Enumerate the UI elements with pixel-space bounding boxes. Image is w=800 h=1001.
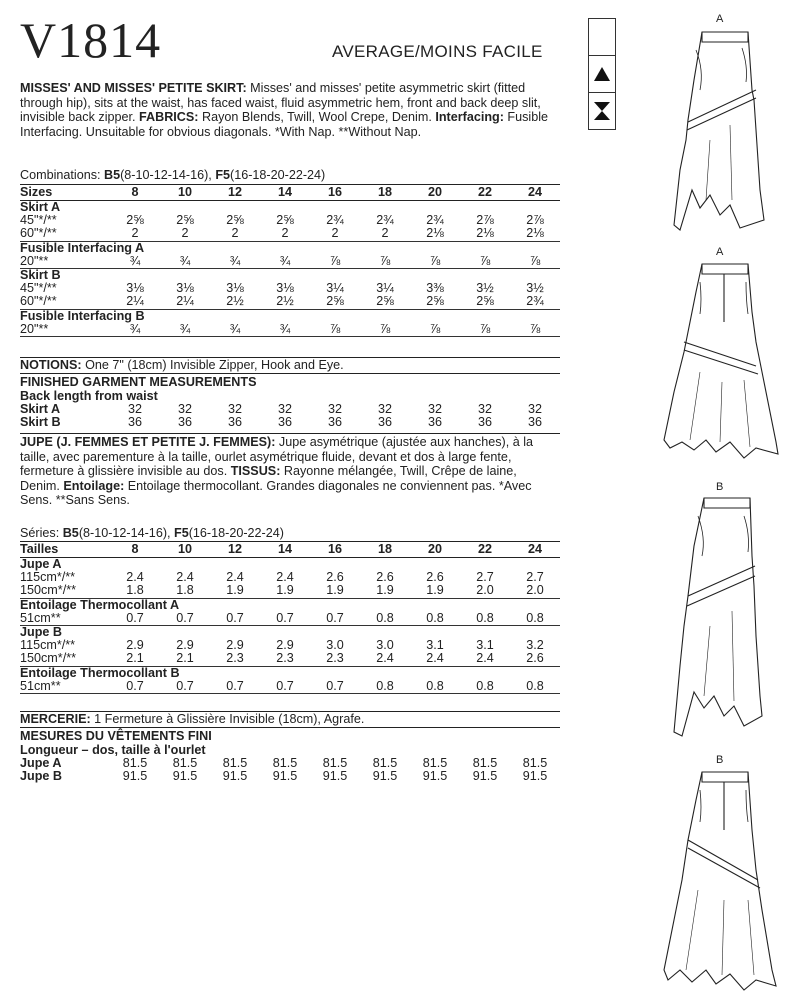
french-description (20, 435, 560, 508)
table-cell: 36 (377, 415, 392, 430)
table-cell: 2.7 (526, 570, 544, 585)
table-cell: 32 (427, 402, 442, 416)
row-label: 150cm*/** (20, 652, 110, 666)
table-cell: 81.5 (272, 756, 298, 770)
table-cell: ⅞ (460, 255, 510, 269)
row-label: 115cm*/** (20, 570, 76, 585)
table-cell: 0.7 (310, 612, 360, 626)
table-cell: 91.5 (272, 769, 298, 784)
table-cell: 0.7 (310, 680, 360, 694)
divider (20, 433, 560, 434)
section-row (20, 626, 560, 640)
table-cell: 2 (210, 227, 260, 241)
table-cell: 2 (360, 227, 410, 241)
table-cell: 2.9 (176, 638, 194, 653)
row-label: 150cm*/** (20, 584, 110, 598)
row-label: 60"*/** (20, 295, 110, 309)
divider (20, 373, 560, 374)
table-cell: ¾ (210, 323, 260, 337)
fabrics-text-fr: Rayonne mélangée, Twill, Crêpe de laine, Denim. (20, 464, 517, 493)
table-cell: 81.5 (322, 756, 348, 770)
table-cell: 2⅛ (510, 227, 560, 241)
table-cell: 3.1 (476, 638, 494, 653)
table-cell: 0.7 (210, 680, 260, 694)
table-header-row (20, 185, 560, 201)
table-cell: 2¾ (426, 213, 444, 228)
table-cell: 2.4 (126, 570, 144, 585)
table-row (20, 227, 560, 241)
table-cell: 91.5 (322, 769, 348, 784)
table-cell: 91.5 (472, 769, 498, 784)
size-header: 14 (260, 542, 310, 558)
table-cell: 2⅝ (226, 213, 244, 228)
view-label: A (716, 246, 724, 258)
table-cell: ¾ (110, 323, 160, 337)
table-cell: 32 (377, 402, 392, 416)
table-cell: 2.7 (476, 570, 494, 585)
table-cell: 3.1 (426, 638, 444, 653)
section-title: Skirt B (20, 268, 61, 283)
table-cell: 1.9 (210, 584, 260, 598)
section-row (20, 201, 560, 215)
table-cell: 81.5 (122, 756, 148, 770)
table-cell: 2½ (260, 295, 310, 309)
row-label: Skirt A (20, 402, 61, 416)
skirt-b-back-illustration (660, 770, 790, 995)
notions-line (20, 358, 560, 372)
table-cell: ⅞ (510, 323, 560, 337)
size-header: 20 (410, 185, 460, 201)
table-cell: 81.5 (372, 756, 398, 770)
table-row (20, 255, 560, 269)
row-label: Skirt B (20, 415, 61, 430)
english-yardage-table (20, 184, 560, 337)
english-description (20, 81, 560, 139)
table-cell: ⅞ (360, 255, 410, 269)
table-cell: 3¼ (326, 281, 344, 296)
fabrics-label: FABRICS: (139, 110, 199, 125)
table-cell: 2.4 (360, 652, 410, 666)
table-cell: 2⅛ (460, 227, 510, 241)
table-cell: 0.7 (160, 612, 210, 626)
table-cell: 2⅝ (360, 295, 410, 309)
combo-b5-sizes: (8-10-12-14-16), (120, 168, 216, 182)
series-f5: F5 (174, 526, 189, 540)
section-row (20, 241, 560, 255)
table-cell: 3⅜ (426, 281, 444, 296)
table-cell: 2¾ (510, 295, 560, 309)
table-cell: 81.5 (172, 756, 198, 770)
finished-title-fr: MESURES DU VÊTEMENTS FINI (20, 729, 212, 743)
section-title: Entoilage Thermocollant A (20, 597, 180, 612)
difficulty-box (588, 18, 616, 130)
table-cell: 2¼ (160, 295, 210, 309)
table-cell: 2¾ (376, 213, 394, 228)
blank-icon (589, 19, 615, 56)
table-cell: 2.1 (110, 652, 160, 666)
table-cell: ⅞ (310, 323, 360, 337)
table-cell: 81.5 (222, 756, 248, 770)
table-row (20, 323, 560, 337)
table-cell: 2.9 (126, 638, 144, 653)
hourglass-icon (589, 93, 615, 129)
mercerie-label: MERCERIE: (20, 712, 91, 726)
size-header: 24 (510, 185, 560, 201)
table-cell: ¾ (160, 323, 210, 337)
table-cell: 1.9 (360, 584, 410, 598)
table-cell: 81.5 (422, 756, 448, 770)
row-label: 51cm** (20, 612, 110, 626)
table-cell: 1.8 (160, 584, 210, 598)
section-title: Jupe A (20, 557, 62, 571)
table-cell: 0.8 (410, 612, 460, 626)
desc-text-fr: Jupe asymétrique (ajustée aux hanches), à la taille, avec parementure à la taille, ourlet asymétrique fluide, devant et dos à large fente, fermeture à glissière invisible au dos. (20, 435, 534, 479)
table-cell: 2⅝ (410, 295, 460, 309)
size-header: 18 (360, 542, 410, 558)
table-cell: 2.9 (226, 638, 244, 653)
english-finished-table (20, 403, 560, 429)
table-cell: 81.5 (522, 756, 548, 770)
table-cell: 2⅝ (276, 213, 294, 228)
section-title: Jupe B (20, 625, 62, 640)
combinations-line (20, 168, 325, 182)
table-cell: 3.0 (376, 638, 394, 653)
table-cell: 2.6 (326, 570, 344, 585)
table-cell: 0.8 (360, 612, 410, 626)
table-cell: 2.3 (310, 652, 360, 666)
table-cell: 36 (127, 415, 142, 430)
table-cell: 2¾ (326, 213, 344, 228)
table-cell: 2.6 (510, 652, 560, 666)
table-cell: 2 (160, 227, 210, 241)
table-cell: 36 (427, 415, 442, 430)
table-cell: 1.9 (310, 584, 360, 598)
table-cell: 32 (477, 402, 492, 416)
table-cell: 0.8 (510, 612, 560, 626)
table-cell: 0.8 (460, 680, 510, 694)
view-label: B (716, 481, 724, 493)
table-cell: 1.8 (110, 584, 160, 598)
table-cell: 0.7 (260, 680, 310, 694)
table-cell: 36 (277, 415, 292, 430)
triangle-up-icon (589, 56, 615, 93)
mercerie-text: 1 Fermeture à Glissière Invisible (18cm), Agrafe. (90, 712, 365, 726)
table-cell: 91.5 (522, 769, 548, 784)
combinations-label: Combinations: (20, 168, 104, 182)
table-cell: 91.5 (372, 769, 398, 784)
table-cell: 91.5 (122, 769, 148, 784)
table-cell: 2.4 (226, 570, 244, 585)
table-cell: 2.6 (376, 570, 394, 585)
size-header: 20 (410, 542, 460, 558)
table-cell: 36 (477, 415, 492, 430)
table-row (20, 680, 560, 694)
table-cell: 0.7 (110, 612, 160, 626)
interfacing-text-fr: Entoilage thermocollant. Grandes diagonales ne conviennent pas. *Avec Sens. **Sans Sens. (20, 478, 532, 508)
table-cell: ¾ (260, 255, 310, 269)
size-header: 16 (310, 542, 360, 558)
section-row (20, 269, 560, 283)
table-cell: 3¼ (376, 281, 394, 296)
table-cell: 3⅛ (226, 281, 244, 296)
size-header: 8 (110, 185, 160, 201)
table-row (20, 416, 560, 429)
table-cell: 2.4 (410, 652, 460, 666)
interfacing-label: Interfacing: (435, 110, 504, 125)
table-cell: 36 (227, 415, 242, 430)
table-cell: 2.1 (160, 652, 210, 666)
table-cell: 2⅝ (460, 295, 510, 309)
table-cell: ¾ (160, 255, 210, 269)
fabrics-label-fr: TISSUS: (230, 464, 281, 479)
size-header: 22 (460, 542, 510, 558)
table-cell: 91.5 (222, 769, 248, 784)
table-cell: ⅞ (410, 255, 460, 269)
mercerie-line (20, 712, 560, 726)
table-cell: 2⅛ (410, 227, 460, 241)
size-header: 18 (360, 185, 410, 201)
table-row (20, 612, 560, 626)
view-label: A (716, 13, 724, 25)
notions-text: One 7" (18cm) Invisible Zipper, Hook and Eye. (81, 358, 344, 372)
row-label: 115cm*/** (20, 638, 76, 653)
series-b5-sizes: (8-10-12-14-16), (78, 526, 175, 540)
divider (20, 727, 560, 728)
table-cell: ¾ (260, 323, 310, 337)
combo-b5: B5 (104, 168, 121, 182)
desc-title-fr: JUPE (J. FEMMES ET PETITE J. FEMMES): (20, 435, 276, 449)
row-label: 20"** (20, 255, 110, 269)
series-line (20, 526, 284, 540)
size-header: 10 (160, 542, 210, 558)
interfacing-text: Fusible Interfacing. Unsuitable for obvious diagonals. *With Nap. **Without Nap. (20, 110, 549, 139)
table-cell: 0.8 (460, 612, 510, 626)
table-cell: 2⅝ (310, 295, 360, 309)
table-cell: 2.0 (510, 584, 560, 598)
table-cell: 2 (260, 227, 310, 241)
section-title: Skirt A (20, 200, 61, 214)
table-cell: 32 (227, 402, 242, 416)
table-cell: 3⅛ (126, 281, 144, 296)
sizes-header: Sizes (20, 185, 110, 201)
combo-f5-sizes: (16-18-20-22-24) (230, 168, 326, 182)
row-label: 45"*/** (20, 213, 57, 228)
table-cell: 36 (177, 415, 192, 430)
table-cell: 36 (327, 415, 342, 430)
table-cell: 3⅛ (176, 281, 194, 296)
table-cell: 1.9 (260, 584, 310, 598)
back-length-label: Back length from waist (20, 389, 158, 403)
french-yardage-table (20, 541, 560, 694)
table-cell: 32 (127, 402, 142, 416)
table-cell: 2.6 (426, 570, 444, 585)
difficulty-label: AVERAGE/MOINS FACILE (332, 42, 543, 61)
table-cell: 0.7 (210, 612, 260, 626)
skirt-a-back-illustration (660, 262, 790, 472)
size-header: 12 (210, 185, 260, 201)
row-label: 60"*/** (20, 227, 110, 241)
desc-text: Misses' and misses' petite asymmetric skirt (fitted through hip), sits at the waist, has faced waist, fluid asymmetric hem, front and back deep slit, invisible back zipper. (20, 81, 541, 125)
table-cell: ⅞ (460, 323, 510, 337)
skirt-a-front-illustration (660, 30, 780, 240)
table-cell: 2.9 (276, 638, 294, 653)
table-cell: ¾ (210, 255, 260, 269)
fabrics-text: Rayon Blends, Twill, Wool Crepe, Denim. (198, 110, 436, 125)
size-header: 12 (210, 542, 260, 558)
table-cell: ⅞ (360, 323, 410, 337)
row-label: 20"** (20, 323, 110, 337)
table-row (20, 584, 560, 598)
table-cell: 2.4 (460, 652, 510, 666)
series-label: Séries: (20, 526, 63, 540)
table-cell: ⅞ (310, 255, 360, 269)
table-cell: ⅞ (510, 255, 560, 269)
table-row (20, 652, 560, 666)
table-row (20, 770, 560, 783)
table-cell: 32 (277, 402, 292, 416)
combo-f5: F5 (215, 168, 231, 182)
table-cell: 0.7 (260, 612, 310, 626)
series-f5-sizes: (16-18-20-22-24) (188, 526, 284, 540)
table-cell: 3½ (476, 281, 494, 296)
section-title: Fusible Interfacing B (20, 308, 145, 323)
sizes-header: Tailles (20, 542, 110, 558)
table-header-row (20, 542, 560, 558)
size-header: 8 (110, 542, 160, 558)
row-label: Jupe A (20, 756, 62, 770)
section-title: Fusible Interfacing A (20, 240, 145, 255)
table-cell: 2.3 (210, 652, 260, 666)
section-row (20, 558, 560, 572)
table-cell: 3½ (526, 281, 544, 296)
finished-title: FINISHED GARMENT MEASUREMENTS (20, 375, 257, 389)
size-header: 16 (310, 185, 360, 201)
table-cell: ¾ (110, 255, 160, 269)
table-cell: 0.7 (160, 680, 210, 694)
table-cell: 3.2 (526, 638, 544, 653)
table-cell: 2⅝ (126, 213, 144, 228)
table-cell: 2¼ (110, 295, 160, 309)
section-row (20, 598, 560, 612)
table-cell: 0.8 (510, 680, 560, 694)
table-cell: ⅞ (410, 323, 460, 337)
table-cell: 2½ (210, 295, 260, 309)
table-row (20, 295, 560, 309)
section-row (20, 309, 560, 323)
section-title: Entoilage Thermocollant B (20, 665, 180, 680)
table-cell: 32 (327, 402, 342, 416)
table-cell: 32 (177, 402, 192, 416)
size-header: 14 (260, 185, 310, 201)
table-cell: 91.5 (172, 769, 198, 784)
table-cell: 2⅞ (476, 213, 494, 228)
table-cell: 2 (310, 227, 360, 241)
row-label: Jupe B (20, 769, 62, 784)
table-cell: 0.7 (110, 680, 160, 694)
table-cell: 32 (527, 402, 542, 416)
table-cell: 81.5 (472, 756, 498, 770)
back-length-label-fr: Longueur – dos, taille à l'ourlet (20, 743, 206, 757)
french-finished-table (20, 757, 560, 783)
desc-title: MISSES' AND MISSES' PETITE SKIRT: (20, 81, 247, 95)
size-header: 22 (460, 185, 510, 201)
table-cell: 2 (110, 227, 160, 241)
view-label: B (716, 754, 724, 766)
table-cell: 0.8 (410, 680, 460, 694)
notions-label: NOTIONS: (20, 358, 82, 372)
table-cell: 2.0 (460, 584, 510, 598)
table-cell: 3.0 (326, 638, 344, 653)
table-cell: 91.5 (422, 769, 448, 784)
row-label: 45"*/** (20, 281, 57, 296)
skirt-b-front-illustration (660, 496, 780, 746)
size-header: 10 (160, 185, 210, 201)
table-cell: 2⅝ (176, 213, 194, 228)
size-header: 24 (510, 542, 560, 558)
table-cell: 0.8 (360, 680, 410, 694)
table-cell: 2.4 (276, 570, 294, 585)
table-cell: 36 (527, 415, 542, 430)
table-cell: 1.9 (410, 584, 460, 598)
table-cell: 2.4 (176, 570, 194, 585)
pattern-number: V1814 (20, 12, 162, 68)
table-cell: 2⅞ (526, 213, 544, 228)
interfacing-label-fr: Entoilage: (63, 478, 125, 493)
series-b5: B5 (62, 526, 79, 540)
table-cell: 3⅛ (276, 281, 294, 296)
row-label: 51cm** (20, 680, 110, 694)
table-cell: 2.3 (260, 652, 310, 666)
section-row (20, 666, 560, 680)
